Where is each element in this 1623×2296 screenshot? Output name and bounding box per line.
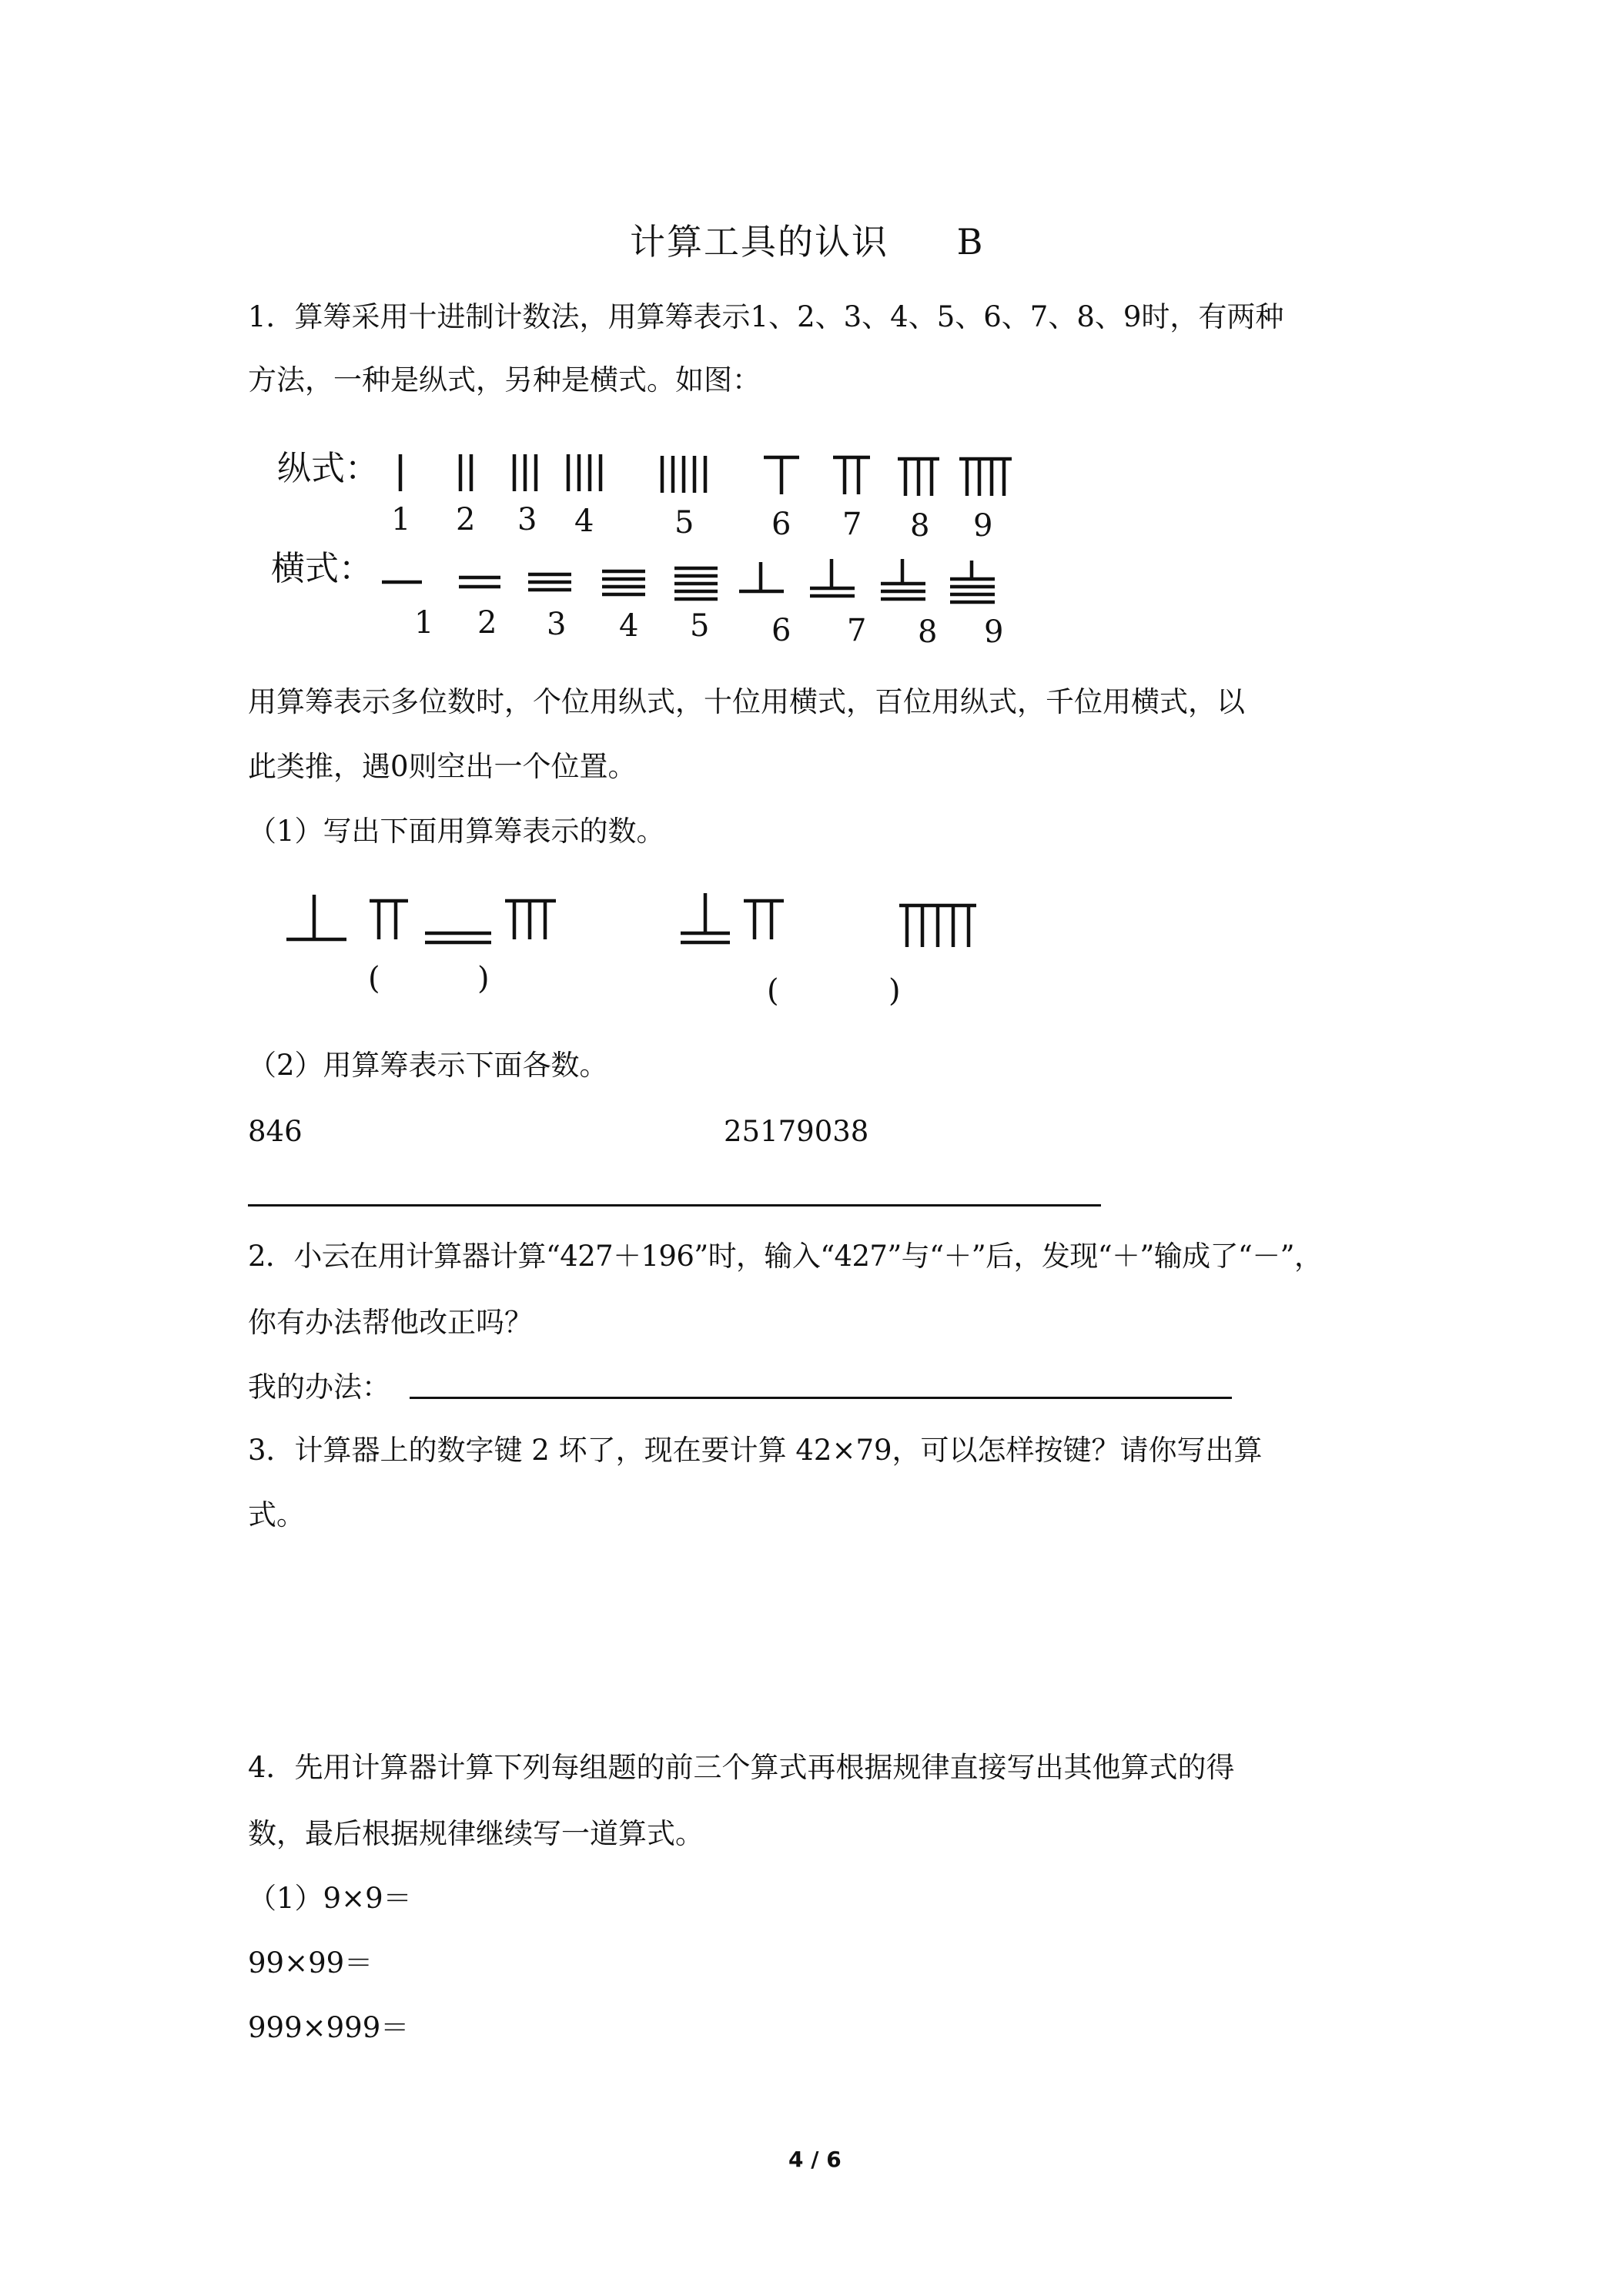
horizontal-rod-9	[950, 561, 995, 602]
q1-sub2: （2）用算筹表示下面各数。	[248, 1049, 608, 1082]
vertical-rod-7	[833, 457, 870, 494]
horizontal-digit-1: 1	[414, 605, 434, 641]
vertical-style-label: 纵式：	[277, 449, 379, 488]
rod-number-a-digit-1	[286, 895, 346, 939]
number-846: 846	[248, 1115, 303, 1148]
rod-number-a-digit-3	[425, 933, 491, 942]
horizontal-rod-2	[459, 577, 500, 587]
horizontal-rod-8	[881, 559, 925, 599]
horizontal-rod-4	[602, 571, 645, 594]
vertical-digit-8: 8	[910, 508, 930, 544]
q4-item-2: 99×99＝	[248, 1946, 373, 1980]
horizontal-rod-6	[739, 562, 784, 591]
rod-number-b-digit-4	[899, 905, 976, 947]
horizontal-digit-4: 4	[619, 608, 639, 644]
answer-line-q1	[248, 1204, 1101, 1207]
horizontal-rod-3	[528, 574, 571, 590]
q2-text-line1: 2．小云在用计算器计算“427＋196”时，输入“427”与“＋”后，发现“＋”输成了“－”，	[248, 1240, 1323, 1273]
vertical-digit-5: 5	[674, 505, 694, 541]
horizontal-digit-5: 5	[690, 608, 710, 644]
page-title	[630, 214, 984, 265]
rods-svg	[246, 431, 1062, 654]
vertical-digit-9: 9	[973, 508, 993, 544]
horizontal-digit-9: 9	[984, 614, 1004, 650]
horizontal-style-label: 横式：	[271, 549, 373, 588]
q2-text-line2: 你有办法帮他改正吗？	[248, 1306, 533, 1339]
horizontal-digit-6: 6	[771, 613, 791, 648]
vertical-rod-6	[764, 457, 799, 494]
q3-text-line2: 式。	[248, 1498, 305, 1531]
vertical-rod-9	[959, 459, 1012, 496]
q4-text-line1: 4．先用计算器计算下列每组题的前三个算式再根据规律直接写出其他算式的得	[248, 1751, 1235, 1784]
q1-text-line1: 1．算筹采用十进制计数法，用算筹表示1、2、3、4、5、6、7、8、9时，有两种	[248, 300, 1284, 333]
rod-number-a-digit-2	[370, 901, 408, 939]
vertical-rod-3	[514, 454, 536, 491]
horizontal-digit-7: 7	[847, 613, 867, 648]
vertical-rod-8	[898, 459, 939, 496]
vertical-digit-6: 6	[771, 507, 791, 542]
answer-b-left-paren: (	[767, 973, 779, 1009]
vertical-rod-5	[662, 456, 705, 493]
horizontal-rod-5	[674, 568, 718, 599]
vertical-digit-2: 2	[456, 502, 476, 537]
counting-rods-figure	[246, 431, 1062, 654]
vertical-rod-4	[568, 454, 601, 491]
rod-number-a-digit-4	[505, 901, 556, 939]
horizontal-digit-2: 2	[477, 605, 497, 641]
vertical-digit-7: 7	[842, 507, 862, 542]
q2-answer-label: 我的办法：	[248, 1371, 390, 1404]
answer-line-q2	[410, 1397, 1232, 1399]
horizontal-rod-7	[810, 559, 855, 596]
answer-a-right-paren: )	[477, 961, 490, 996]
vertical-digit-1: 1	[391, 502, 411, 537]
q3-text-line1: 3．计算器上的数字键 2 坏了，现在要计算 42×79，可以怎样按键？请你写出算	[248, 1434, 1263, 1467]
vertical-digit-3: 3	[517, 502, 537, 537]
rod-numbers-figure	[254, 878, 1024, 1016]
q1-sub1: （1）写出下面用算筹表示的数。	[248, 815, 665, 848]
page-number: 4 / 6	[788, 2147, 842, 2172]
rod-number-b-digit-2	[744, 901, 784, 939]
number-25179038: 25179038	[724, 1115, 869, 1148]
title-main: 计算工具的认识	[630, 221, 888, 263]
q1-rule-line2: 此类推，遇0则空出一个位置。	[248, 750, 637, 783]
title-suffix: B	[956, 221, 985, 263]
q4-item-1: （1）9×9＝	[248, 1882, 412, 1915]
q1-text-line2: 方法，一种是纵式，另种是横式。如图：	[248, 363, 761, 397]
q1-rule-line1: 用算筹表示多位数时，个位用纵式，十位用横式，百位用纵式，千位用横式，以	[248, 685, 1245, 718]
vertical-rod-2	[460, 454, 471, 491]
rod-number-b-digit-1	[681, 893, 730, 942]
q4-item-3: 999×999＝	[248, 2011, 410, 2044]
horizontal-digit-8: 8	[918, 614, 938, 650]
answer-a-left-paren: (	[368, 961, 380, 996]
horizontal-digit-3: 3	[547, 607, 567, 642]
q4-text-line2: 数，最后根据规律继续写一道算式。	[248, 1817, 704, 1850]
answer-b-right-paren: )	[888, 973, 901, 1009]
vertical-digit-4: 4	[574, 504, 594, 539]
